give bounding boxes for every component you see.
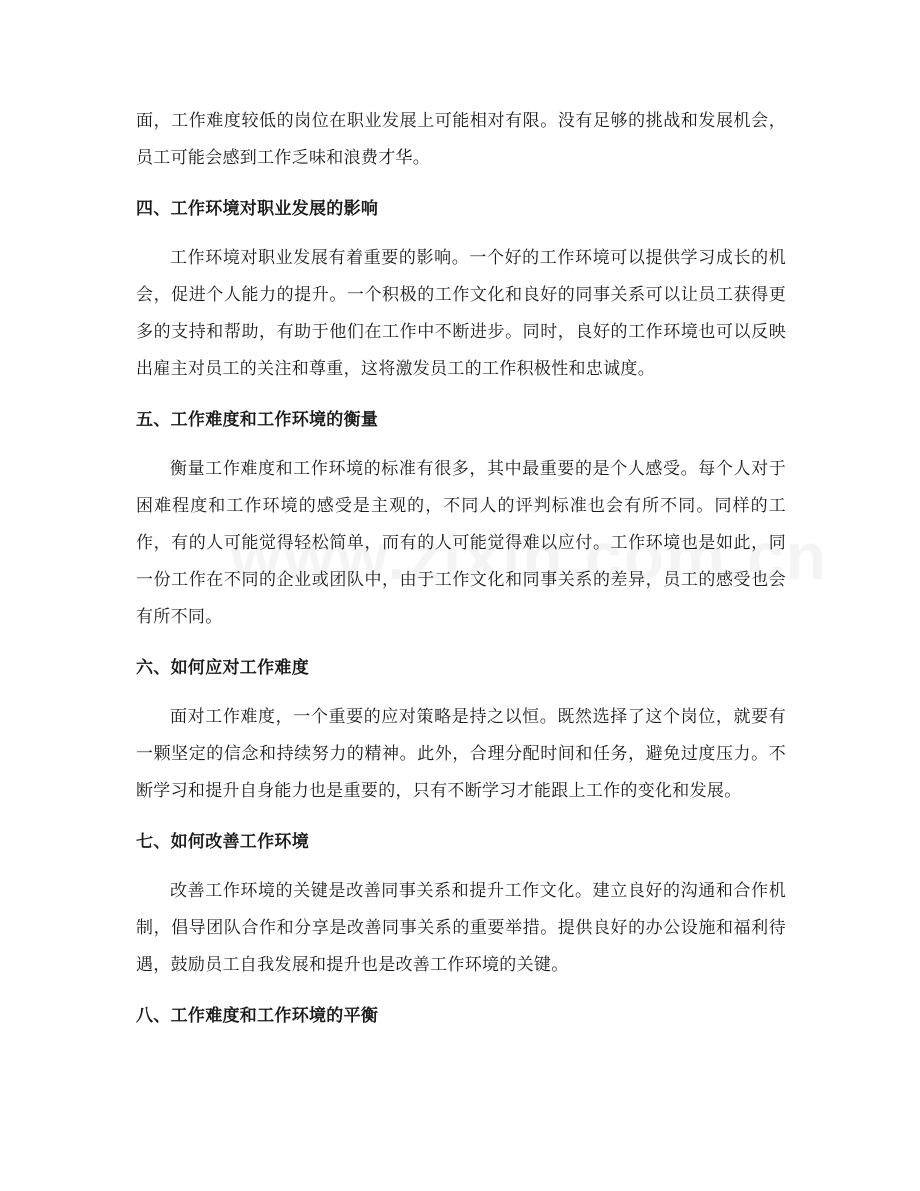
paragraph-continuation: 面，工作难度较低的岗位在职业发展上可能相对有限。没有足够的挑战和发展机会，员工可能会感到工作乏味和浪费才华。 <box>136 111 786 168</box>
paragraph-section-7: 改善工作环境的关键是改善同事关系和提升工作文化。建立良好的沟通和合作机制，倡导团队合作和分享是改善同事关系的重要举措。提供良好的办公设施和福利待遇，鼓励员工自我发展和提升也是改善工作环境的关键。 <box>136 881 786 975</box>
section-heading-4: 四、工作环境对职业发展的影响 <box>136 199 379 219</box>
section-heading-7: 七、如何改善工作环境 <box>136 832 309 852</box>
paragraph-section-5: 衡量工作难度和工作环境的标准有很多，其中最重要的是个人感受。每个人对于困难程度和工作环境的感受是主观的，不同人的评判标准也会有所不同。同样的工作，有的人可能觉得轻松简单，而有的人可能觉得难以应付。工作环境也是如此，同一份工作在不同的企业或团队中，由于工作文化和同事关系的差异，员工的感受也会有所不同。 <box>136 459 786 627</box>
section-heading-8: 八、工作难度和工作环境的平衡 <box>136 1006 379 1026</box>
section-heading-5: 五、工作难度和工作环境的衡量 <box>136 410 379 430</box>
paragraph-section-4: 工作环境对职业发展有着重要的影响。一个好的工作环境可以提供学习成长的机会，促进个人能力的提升。一个积极的工作文化和良好的同事关系可以让员工获得更多的支持和帮助，有助于他们在工作中不断进步。同时，良好的工作环境也可以反映出雇主对员工的关注和尊重，这将激发员工的工作积极性和忠诚度。 <box>136 248 786 379</box>
section-heading-6: 六、如何应对工作难度 <box>136 658 309 678</box>
document-body <box>136 103 786 1035</box>
paragraph-section-6: 面对工作难度，一个重要的应对策略是持之以恒。既然选择了这个岗位，就要有一颗坚定的信念和持续努力的精神。此外，合理分配时间和任务，避免过度压力。不断学习和提升自身能力也是重要的，只有不断学习才能跟上工作的变化和发展。 <box>136 707 786 801</box>
